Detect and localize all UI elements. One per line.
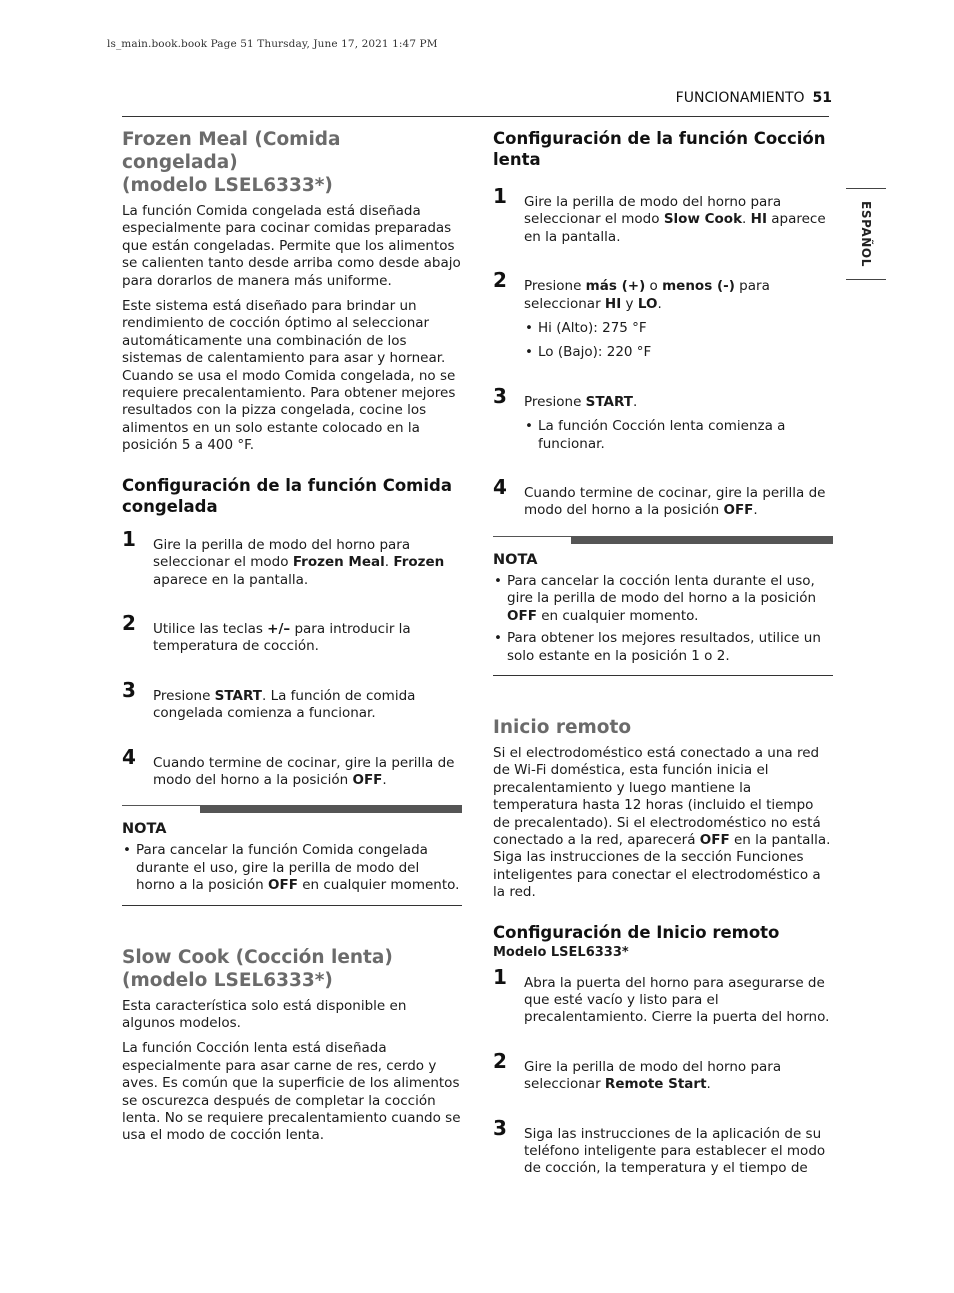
remote-step-3 <box>493 1115 833 1178</box>
note-bullet: • Para obtener los mejores resultados, utilice un solo estante en la posición 1 o 2. <box>493 630 833 665</box>
slow-cook-paragraph-1: Esta característica solo está disponible en algunos modelos. <box>122 997 407 1031</box>
language-tab-label: ESPAÑOL <box>859 201 873 267</box>
frozen-step-3 <box>122 677 462 723</box>
step-number: 1 <box>122 526 136 551</box>
step-number: 4 <box>122 744 136 769</box>
note-bottom-rule <box>122 905 462 906</box>
slow-cook-heading <box>122 946 462 992</box>
slow-step-1 <box>493 184 833 246</box>
note-bottom-rule <box>493 675 833 676</box>
slow-cook-heading-line1: Slow Cook (Cocción lenta) <box>122 946 393 968</box>
step-text: Abra la puerta del horno para asegurarse de que esté vacío y listo para el precalentamiento. Cierre la puerta del horno. <box>524 974 830 1026</box>
step-text: Cuando termine de cocinar, gire la perilla de modo del horno a la posición OFF. <box>153 754 455 788</box>
step-text: Utilice las teclas +/– para introducir la temperatura de cocción. <box>153 620 411 655</box>
frozen-note-box <box>122 805 462 905</box>
remote-start-model-label: Modelo LSEL6333* <box>493 944 629 960</box>
page-number: 51 <box>812 90 832 106</box>
right-column <box>493 128 833 1178</box>
step-text: Cuando termine de cocinar, gire la perilla de modo del horno a la posición OFF. <box>524 485 826 519</box>
frozen-meal-paragraph-2: Este sistema está diseñado para brindar un rendimiento de cocción óptimo al seleccionar automáticamente una combinación de los sistemas de calentamiento para asar y hornear. Cuando se usa el modo Comida congelada, no se requiere precalentamiento. Para obtener mejores resultados con la pizza congelada, cocine los alimentos en un solo estante colocado en la posición 5 a 400 °F. <box>122 298 456 454</box>
frozen-meal-heading-line2: (modelo LSEL6333*) <box>122 175 333 196</box>
frozen-meal-config-heading <box>122 475 462 517</box>
step-number: 3 <box>493 383 507 408</box>
remote-step-1 <box>493 964 833 1027</box>
left-column <box>122 128 462 1153</box>
slow-config-heading-line2: lenta <box>493 150 541 169</box>
note-title: NOTA <box>493 551 538 568</box>
frozen-meal-paragraph-1: La función Comida congelada está diseñada especialmente para cocinar comidas preparadas que están congeladas. Permite que los alimentos se calienten tanto desde arriba como desde abajo para dorarlos de manera más uniforme. <box>122 203 461 289</box>
step-text: Siga las instrucciones de la aplicación de su teléfono inteligente para establecer el modo de cocción, la temperatura y el tiempo de <box>524 1125 826 1177</box>
step-number: 4 <box>493 475 507 500</box>
note-bullet: • Para cancelar la cocción lenta durante el uso, gire la perilla de modo del horno a la posición OFF en cualquier momento. <box>493 573 833 625</box>
slow-step-4 <box>493 475 833 520</box>
frozen-step-1 <box>122 526 462 589</box>
slow-cook-note-box <box>493 536 833 676</box>
document-file-info: ls_main.book.book Page 51 Thursday, June 17, 2021 1:47 PM <box>107 38 438 50</box>
frozen-step-2 <box>122 610 462 656</box>
step-number: 2 <box>493 1048 507 1073</box>
slow-cook-paragraph-2: La función Cocción lenta está diseñada especialmente para asar carne de res, cerdo y aves. Es común que la superficie de los alimentos se oscurezca después de completar la cocción lenta. No se requiere precalentamiento cuando se usa el modo de cocción lenta. <box>122 1040 461 1144</box>
slow-step-2 <box>493 268 833 362</box>
note-bullet: • Para cancelar la función Comida congelada durante el uso, gire la perilla de modo del horno a la posición OFF en cualquier momento. <box>122 842 462 894</box>
step-bullet: • La función Cocción lenta comienza a funcionar. <box>524 418 833 453</box>
step-number: 3 <box>122 677 136 702</box>
note-top-rule <box>493 536 833 544</box>
section-title: FUNCIONAMIENTO <box>675 90 805 106</box>
language-side-tab <box>846 188 886 280</box>
step-number: 3 <box>493 1115 507 1140</box>
temperature-bullet-lo: • Lo (Bajo): 220 °F <box>524 344 833 361</box>
frozen-config-heading-line1: Configuración de la función Comida <box>122 475 452 495</box>
note-title: NOTA <box>122 821 167 838</box>
frozen-step-4 <box>122 744 462 790</box>
frozen-meal-heading <box>122 128 462 197</box>
frozen-config-heading-line2: congelada <box>122 496 218 516</box>
slow-config-heading-line1: Configuración de la función Cocción <box>493 129 826 148</box>
step-text: Gire la perilla de modo del horno para seleccionar el modo Frozen Meal. Frozen aparece en la pantalla. <box>153 536 445 588</box>
step-number: 2 <box>493 268 507 293</box>
remote-start-heading: Inicio remoto <box>493 716 632 738</box>
remote-start-config-heading: Configuración de Inicio remoto <box>493 922 780 942</box>
remote-step-2 <box>493 1048 833 1094</box>
slow-cook-heading-line2: (modelo LSEL6333*) <box>122 969 333 991</box>
slow-step-3 <box>493 383 833 453</box>
step-text: Presione START. La función de comida congelada comienza a funcionar. <box>153 687 416 722</box>
step-text: Presione más (+) o menos (-) para seleccionar HI y LO. <box>524 278 770 312</box>
step-number: 1 <box>493 964 507 989</box>
slow-cook-config-heading <box>493 128 833 170</box>
note-top-rule <box>122 805 462 813</box>
remote-start-paragraph: Si el electrodoméstico está conectado a una red de Wi-Fi doméstica, esta función inicia el precalentamiento y luego mantiene la temperatura hasta 12 horas (incluido el tiempo de precalentado). Si el electrodoméstico no está conectado a la red, aparecerá OFF en la pantalla. Siga las instrucciones de la sección Funciones inteligentes para conectar el electrodoméstico a la red. <box>493 744 831 901</box>
step-text: Gire la perilla de modo del horno para seleccionar el modo Slow Cook. HI aparece en la pantalla. <box>524 194 826 245</box>
step-text: Gire la perilla de modo del horno para seleccionar Remote Start. <box>524 1058 782 1093</box>
step-number: 1 <box>493 184 507 208</box>
step-text: Presione START. <box>524 393 638 410</box>
frozen-meal-heading-line1: Frozen Meal (Comida congelada) <box>122 129 341 173</box>
step-number: 2 <box>122 610 136 635</box>
page-header <box>676 90 832 106</box>
temperature-bullet-hi: • Hi (Alto): 275 °F <box>524 320 833 337</box>
header-rule <box>122 116 829 117</box>
